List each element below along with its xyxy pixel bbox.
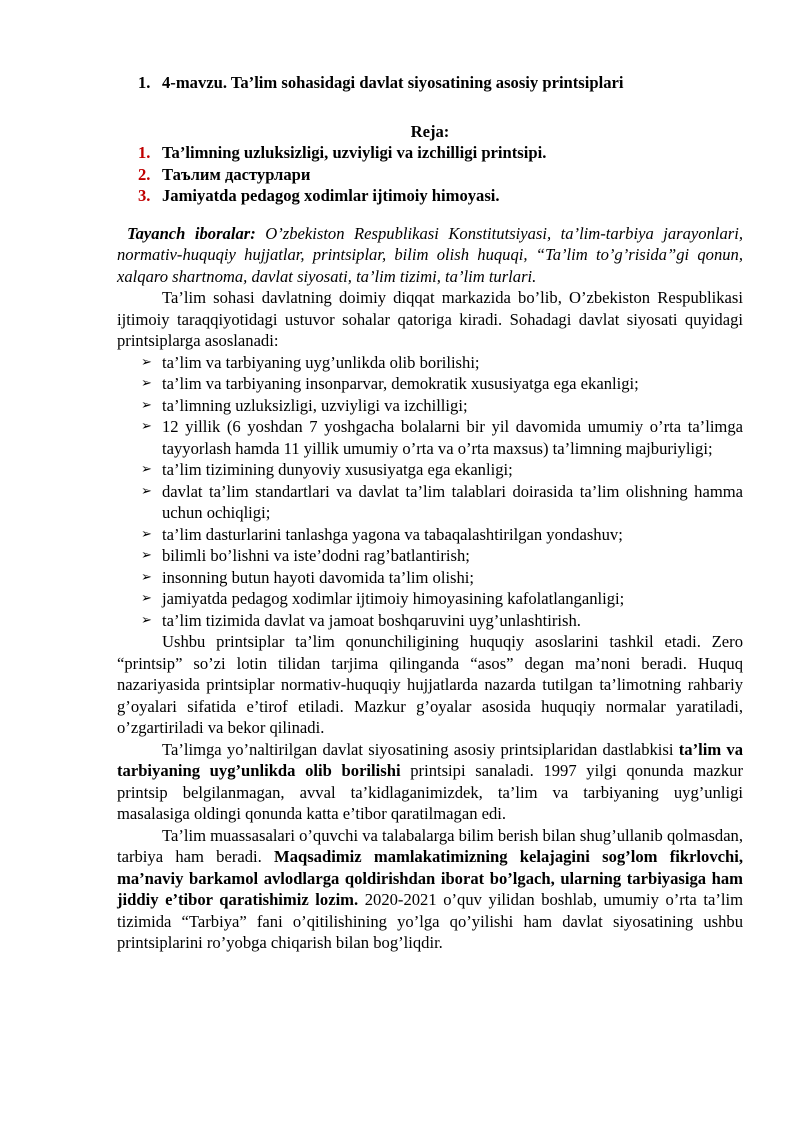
- topic-heading-number: 1.: [138, 73, 151, 92]
- list-item: [141, 567, 743, 589]
- arrowhead-bullet-icon: ➢: [141, 612, 152, 628]
- list-item: [141, 352, 743, 374]
- list-item-text: ta’lim va tarbiyaning insonparvar, demokratik xususiyatga ega ekanligi;: [162, 374, 639, 393]
- list-item-text: ta’limning uzluksizligi, uzviyligi va izchilligi;: [162, 395, 468, 415]
- list-item: [141, 459, 743, 481]
- list-item-text: ta’lim tizimining dunyoviy xususiyatga ega ekanligi;: [162, 460, 513, 479]
- arrowhead-bullet-icon: ➢: [141, 526, 152, 542]
- arrowhead-bullet-icon: ➢: [141, 548, 152, 563]
- harmony-principle-paragraph: [117, 739, 743, 825]
- intro-paragraph: Ta’lim sohasi davlatning doimiy diqqat markazida bo’lib, O’zbekiston Respublikasi ijtimoiy taraqqiyotidagi ustuvor sohalar qatoriga kiradi. Sohadagi davlat siyosati quyidagi printsiplarga asoslanadi:: [117, 288, 743, 350]
- arrowhead-bullet-icon: ➢: [141, 462, 152, 477]
- list-item: [141, 481, 743, 524]
- document-page: [117, 72, 743, 954]
- plan-item-text: Ta’limning uzluksizligi, uzviyligi va izchilligi printsipi.: [162, 143, 547, 162]
- list-item-text: ta’lim va tarbiyaning uyg’unlikda olib borilishi;: [162, 352, 480, 372]
- arrowhead-bullet-icon: ➢: [141, 376, 152, 391]
- principles-legal-paragraph: Ushbu printsiplar ta’lim qonunchiligining huquqiy asoslarini tashkil etadi. Zero “printsip” so’zi lotin tilidan tarjima qilinganda “asos” degan ma’noni beradi. Huquq nazariyasida printsiplar normativ-huquqiy hujjatlarda nazarda tutilgan ta’limotning rahbariy g’oyalari sifatida e’tirof etiladi. Mazkur g’oyalar asosida huquqiy normalar yaratiladi, o’zgartiriladi va bekor qilinadi.: [117, 632, 743, 737]
- list-item-text: bilimli bo’lishni va iste’dodni rag’batlantirish;: [162, 546, 470, 565]
- plan-item-number: 2.: [138, 164, 151, 184]
- arrowhead-bullet-icon: ➢: [141, 397, 152, 413]
- list-item: [141, 588, 743, 610]
- emphasized-text: Maqsadimiz mamlakatimizning kelajagini sog’lom fikrlovchi, ma’naviy barkamol avlodlarga qoldirishdan iborat bo’lgach, ularning tarbiyasiga ham jiddiy e’tibor qaratishimiz lozim.: [117, 847, 743, 909]
- list-item-text: jamiyatda pedagog xodimlar ijtimoiy himoyasining kafolatlanganligi;: [162, 589, 625, 608]
- list-item: [141, 373, 743, 395]
- plan-item-number: 3.: [138, 186, 151, 205]
- principles-list: [117, 352, 743, 632]
- list-item: [141, 416, 743, 459]
- list-item: [141, 545, 743, 567]
- paragraph-text: 2020-2021 o’quv yilidan boshlab, umumiy o’rta ta’lim tizimida “Tarbiya” fani o’qitilishining yo’lga qo’yilishi ham davlat siyosatining ushbu printsiplarini ro’yobga chiqarish bilan bog’liqdir.: [117, 890, 743, 952]
- plan-title: Reja:: [410, 121, 450, 141]
- upbringing-paragraph: [117, 825, 743, 954]
- list-item: [141, 395, 743, 417]
- arrowhead-bullet-icon: ➢: [141, 483, 152, 499]
- keywords-label: Tayanch iboralar:: [127, 223, 256, 243]
- paragraph-text: Ta’limga yo’naltirilgan davlat siyosatining asosiy printsiplaridan dastlabkisi: [162, 739, 679, 759]
- list-item-text: insonning butun hayoti davomida ta’lim olishi;: [162, 567, 475, 587]
- plan-item-text: Таълим дастурлари: [162, 164, 311, 184]
- plan-list: [117, 142, 743, 207]
- emphasized-text: ta’lim va tarbiyaning uyg’unlikda olib borilishi: [117, 739, 743, 780]
- topic-heading: [138, 72, 743, 94]
- paragraph-text: Ta’lim muassasalari o’quvchi va talabalarga bilim berish bilan shug’ullanib qolmasdan, tarbiya ham beradi.: [117, 825, 744, 866]
- arrowhead-bullet-icon: ➢: [141, 419, 152, 434]
- plan-item-number: 1.: [138, 143, 151, 162]
- topic-heading-text: 4-mavzu. Ta’lim sohasidagi davlat siyosatining asosiy printsiplari: [162, 73, 624, 92]
- list-item: [141, 610, 743, 632]
- plan-item: [138, 185, 743, 207]
- plan-item-text: Jamiyatda pedagog xodimlar ijtimoiy himoyasi.: [162, 186, 500, 205]
- list-item-text: 12 yillik (6 yoshdan 7 yoshgacha bolalarni bir yil davomida umumiy o’rta ta’limga tayyorlash hamda 11 yillik umumiy o’rta va o’rta maxsus) ta’limning majburiyligi;: [162, 417, 743, 458]
- arrowhead-bullet-icon: ➢: [141, 569, 152, 585]
- arrowhead-bullet-icon: ➢: [141, 354, 152, 370]
- list-item-text: ta’lim tizimida davlat va jamoat boshqaruvini uyg’unlashtirish.: [162, 610, 581, 630]
- arrowhead-bullet-icon: ➢: [141, 591, 152, 606]
- keywords-text: O’zbekiston Respublikasi Konstitutsiyasi, ta’lim-tarbiya jarayonlari, normativ-huquqiy hujjatlar, printsiplar, bilim olish huquqi, “Ta’lim to’g’risida”gi qonun, xalqaro shartnoma, davlat siyosati, ta’lim tizimi, ta’lim turlari.: [117, 223, 743, 286]
- plan-item: [138, 164, 743, 186]
- keywords-paragraph: [117, 223, 743, 288]
- list-item-text: ta’lim dasturlarini tanlashga yagona va tabaqalashtirilgan yondashuv;: [162, 524, 623, 544]
- list-item-text: davlat ta’lim standartlari va davlat ta’lim talablari doirasida ta’lim olishning hamma uchun ochiqligi;: [162, 481, 743, 522]
- plan-item: [138, 142, 743, 164]
- paragraph-text: printsipi sanaladi. 1997 yilgi qonunda mazkur printsip belgilanmagan, avval ta’kidlaganimizdek, ta’lim va tarbiyaning uyg’unligi masalasiga oldingi qonunda katta e’tibor qaratilmagan edi.: [117, 761, 743, 823]
- list-item: [141, 524, 743, 546]
